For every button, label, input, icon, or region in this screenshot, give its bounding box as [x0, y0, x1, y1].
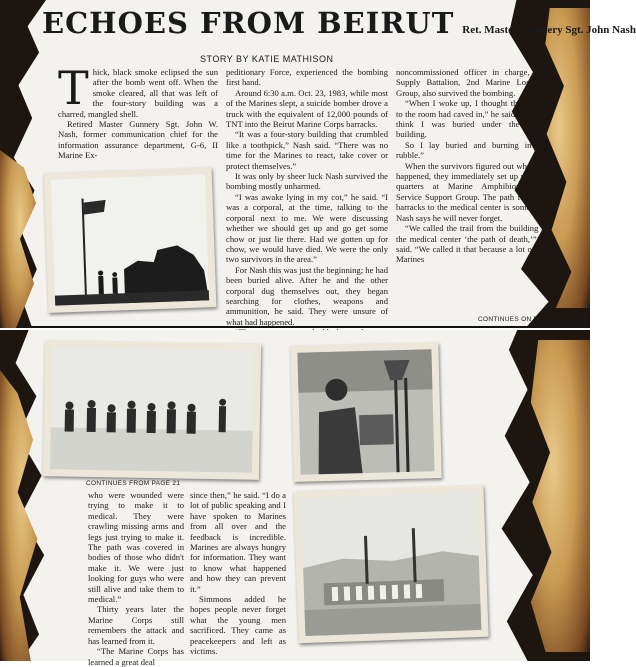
headline	[42, 6, 636, 52]
paragraph: It was only by sheer luck Nash survived the bombing mostly unharmed.	[226, 171, 388, 192]
paragraph: “When I woke up, I thought the ceiling to the room had caved in,” he said. “I didn't think I was buried under the whole building.	[396, 98, 548, 140]
paragraph: Thirty years later the Marine Corps still remembers the attack and has learned from it.	[88, 604, 184, 646]
marine-scene-image	[297, 349, 434, 474]
paragraph: “I was awake lying in my cot,” he said. “I was a corporal, at the time, talking to the corporal next to me. We were discussing whether we should get up and go get some chow or just lie there. Had we gotten up for chow, we would have died. We were the only two survivors in the area.”	[226, 191, 388, 265]
paragraph: Around 6:30 a.m. Oct. 23, 1983, while most of the Marines slept, a suicide bomber drove a truck with the equivalent of 12,000 pounds of TNT into the Beirut Marine Corps barracks.	[226, 87, 388, 130]
page-21	[0, 0, 636, 328]
paragraph: So I lay buried and burning in the rubble.”	[396, 139, 548, 161]
memorial-scene-image	[301, 492, 482, 636]
byline: STORY BY KATIE MATHISON	[200, 54, 334, 64]
paragraph: “It was a four-story building that crumbled like a toothpick,” Nash said. “There was no time for the Marines to react, take cover or protect themselves.”	[226, 129, 388, 171]
paragraph: For Nash this was just the beginning; he had been buried alive. After he and the other corporal dug themselves out, they began searching for clothes, weapons and ammunition, he said. They were unsure of what had happened.	[226, 264, 388, 327]
burnt-paper-left	[0, 150, 40, 328]
paragraph: since then,” he said. “I do a lot of public speaking and I have spoken to Marines from all over and the feedback is incredible. Marines are always hungry for information. They want to know what happened and how they can prevent it.”	[190, 490, 286, 594]
paragraph: who were wounded were trying to make it to medical. They were crawling missing arms and legs just trying to make it. The path was covered in bodies of those who didn't make it. We were just looking for guys who were still alive and take them to medical.”	[88, 490, 184, 605]
article-title: ECHOES FROM BEIRUT	[42, 6, 455, 40]
paragraph: Simmons added he hopes people never forget what the young men sacrificed. They came as peacekeepers and left as victims.	[190, 594, 286, 657]
drop-cap: T	[58, 61, 89, 115]
paragraph: When the survivors figured out what had happened, they immediately set up medical quarters at Marine Amphibious Unit Service Support Group. The path from the barracks to the medical center is something Nash says he will never forget.	[396, 160, 548, 223]
flag-scene-image	[51, 174, 209, 305]
column-1	[58, 61, 218, 161]
column-3	[396, 67, 548, 265]
column-1	[88, 490, 184, 667]
marching-scene-image	[50, 347, 254, 473]
page-22	[0, 330, 590, 667]
burnt-paper-left	[0, 370, 44, 661]
continues-on-label: CONTINUES ON PAGE 22	[478, 316, 563, 323]
paragraph: “The Marine Corps has learned a great deal	[88, 646, 184, 667]
photo-memorial	[293, 485, 488, 644]
photo-marines-marching	[43, 340, 261, 480]
paragraph: Retired Master Gunnery Sgt. John W. Nash, former communication chief for the information assurance department, G-6, II Marine Ex-	[58, 119, 218, 161]
paragraph: noncommissioned officer in charge, 2nd Supply Battalion, 2nd Marine Logistics Group, also survived the bombing.	[396, 67, 548, 98]
photo-flag-silhouette	[44, 167, 217, 313]
paragraph: hick, black smoke eclipsed the sun after the bomb went off. When the smoke cleared, all that was left of the four-story building was a charred, mangled shell.	[58, 67, 218, 119]
column-2	[190, 490, 286, 657]
article-subtitle: Ret. Master Gunnery Sgt. John Nash	[462, 24, 636, 36]
paragraph: “We called the trail from the building to the medical center ‘the path of death,’” he said. “We called it that because a lot of the Marines	[396, 223, 548, 265]
photo-marine-equipment	[290, 342, 442, 482]
paragraph: peditionary Force, experienced the bombing first hand.	[226, 67, 388, 88]
continues-from-label: CONTINUES FROM PAGE 21	[86, 480, 181, 487]
